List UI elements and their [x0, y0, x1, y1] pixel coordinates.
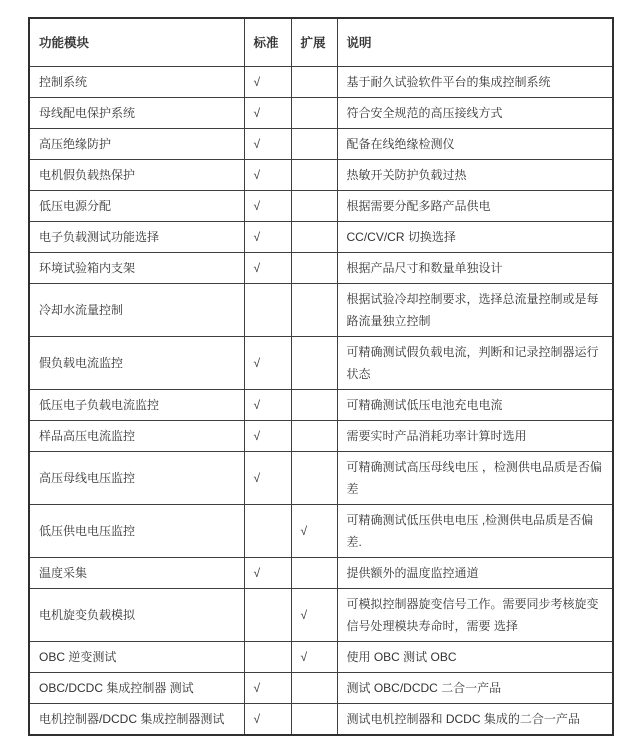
extended-check-cell	[291, 558, 337, 589]
standard-check-cell	[244, 505, 291, 558]
standard-check-cell	[244, 284, 291, 337]
description-cell: 测试 OBC/DCDC 二合一产品	[337, 673, 613, 704]
description-cell: 符合安全规范的高压接线方式	[337, 98, 613, 129]
table-row	[29, 191, 613, 222]
module-cell: 母线配电保护系统	[29, 98, 244, 129]
extended-check-cell: √	[291, 505, 337, 558]
standard-check-cell: √	[244, 253, 291, 284]
standard-check-cell: √	[244, 337, 291, 390]
module-cell: 样品高压电流监控	[29, 421, 244, 452]
table-row	[29, 253, 613, 284]
description-cell: 基于耐久试验软件平台的集成控制系统	[337, 67, 613, 98]
standard-check-cell: √	[244, 98, 291, 129]
description-cell: 需要实时产品消耗功率计算时选用	[337, 421, 613, 452]
description-cell: 热敏开关防护负载过热	[337, 160, 613, 191]
module-cell: 冷却水流量控制	[29, 284, 244, 337]
description-cell: 可精确测试高压母线电压 ，检测供电品质是否偏差	[337, 452, 613, 505]
extended-check-cell	[291, 222, 337, 253]
table-row	[29, 452, 613, 505]
extended-check-cell	[291, 704, 337, 736]
module-cell: 低压供电电压监控	[29, 505, 244, 558]
description-cell: 根据试验冷却控制要求，选择总流量控制或是每路流量独立控制	[337, 284, 613, 337]
standard-check-cell: √	[244, 160, 291, 191]
table-row	[29, 98, 613, 129]
standard-check-cell	[244, 642, 291, 673]
table-row	[29, 642, 613, 673]
extended-check-cell	[291, 337, 337, 390]
col-header-module: 功能模块	[29, 18, 244, 67]
module-cell: 环境试验箱内支架	[29, 253, 244, 284]
col-header-extended: 扩展	[291, 18, 337, 67]
table-row	[29, 67, 613, 98]
extended-check-cell	[291, 284, 337, 337]
standard-check-cell: √	[244, 704, 291, 736]
table-row	[29, 222, 613, 253]
extended-check-cell	[291, 160, 337, 191]
module-cell: 电子负载测试功能选择	[29, 222, 244, 253]
extended-check-cell	[291, 129, 337, 160]
standard-check-cell: √	[244, 67, 291, 98]
module-cell: 电机控制器/DCDC 集成控制器测试	[29, 704, 244, 736]
description-cell: 使用 OBC 测试 OBC	[337, 642, 613, 673]
module-cell: 温度采集	[29, 558, 244, 589]
standard-check-cell: √	[244, 129, 291, 160]
extended-check-cell	[291, 98, 337, 129]
col-header-standard: 标准	[244, 18, 291, 67]
extended-check-cell	[291, 67, 337, 98]
standard-check-cell: √	[244, 191, 291, 222]
module-cell: 低压电源分配	[29, 191, 244, 222]
table-row	[29, 421, 613, 452]
extended-check-cell	[291, 191, 337, 222]
table-body	[29, 67, 613, 736]
module-cell: 电机假负载热保护	[29, 160, 244, 191]
description-cell: 根据需要分配多路产品供电	[337, 191, 613, 222]
module-cell: 高压绝缘防护	[29, 129, 244, 160]
table-row	[29, 284, 613, 337]
table-row	[29, 673, 613, 704]
description-cell: 可精确测试低压供电电压 ,检测供电品质是否偏差.	[337, 505, 613, 558]
table-row	[29, 704, 613, 736]
description-cell: 可精确测试假负载电流，判断和记录控制器运行状态	[337, 337, 613, 390]
standard-check-cell: √	[244, 673, 291, 704]
module-cell: OBC 逆变测试	[29, 642, 244, 673]
description-cell: 可精确测试低压电池充电电流	[337, 390, 613, 421]
description-cell: 测试电机控制器和 DCDC 集成的二合一产品	[337, 704, 613, 736]
module-cell: 高压母线电压监控	[29, 452, 244, 505]
standard-check-cell: √	[244, 452, 291, 505]
extended-check-cell	[291, 253, 337, 284]
module-cell: 电机旋变负载模拟	[29, 589, 244, 642]
table-row	[29, 129, 613, 160]
standard-check-cell: √	[244, 558, 291, 589]
extended-check-cell	[291, 421, 337, 452]
function-module-table	[28, 17, 614, 736]
module-cell: 假负载电流监控	[29, 337, 244, 390]
table-row	[29, 558, 613, 589]
module-cell: OBC/DCDC 集成控制器 测试	[29, 673, 244, 704]
table-row	[29, 390, 613, 421]
table-row	[29, 505, 613, 558]
table-row	[29, 337, 613, 390]
extended-check-cell: √	[291, 589, 337, 642]
standard-check-cell: √	[244, 421, 291, 452]
description-cell: 配备在线绝缘检测仪	[337, 129, 613, 160]
module-cell: 控制系统	[29, 67, 244, 98]
description-cell: CC/CV/CR 切换选择	[337, 222, 613, 253]
module-cell: 低压电子负载电流监控	[29, 390, 244, 421]
extended-check-cell: √	[291, 642, 337, 673]
header-row	[29, 18, 613, 67]
extended-check-cell	[291, 452, 337, 505]
standard-check-cell	[244, 589, 291, 642]
standard-check-cell: √	[244, 390, 291, 421]
col-header-description: 说明	[337, 18, 613, 67]
standard-check-cell: √	[244, 222, 291, 253]
table-row	[29, 160, 613, 191]
table-row	[29, 589, 613, 642]
description-cell: 可模拟控制器旋变信号工作。需要同步考核旋变信号处理模块寿命时，需要 选择	[337, 589, 613, 642]
extended-check-cell	[291, 390, 337, 421]
extended-check-cell	[291, 673, 337, 704]
description-cell: 提供额外的温度监控通道	[337, 558, 613, 589]
description-cell: 根据产品尺寸和数量单独设计	[337, 253, 613, 284]
